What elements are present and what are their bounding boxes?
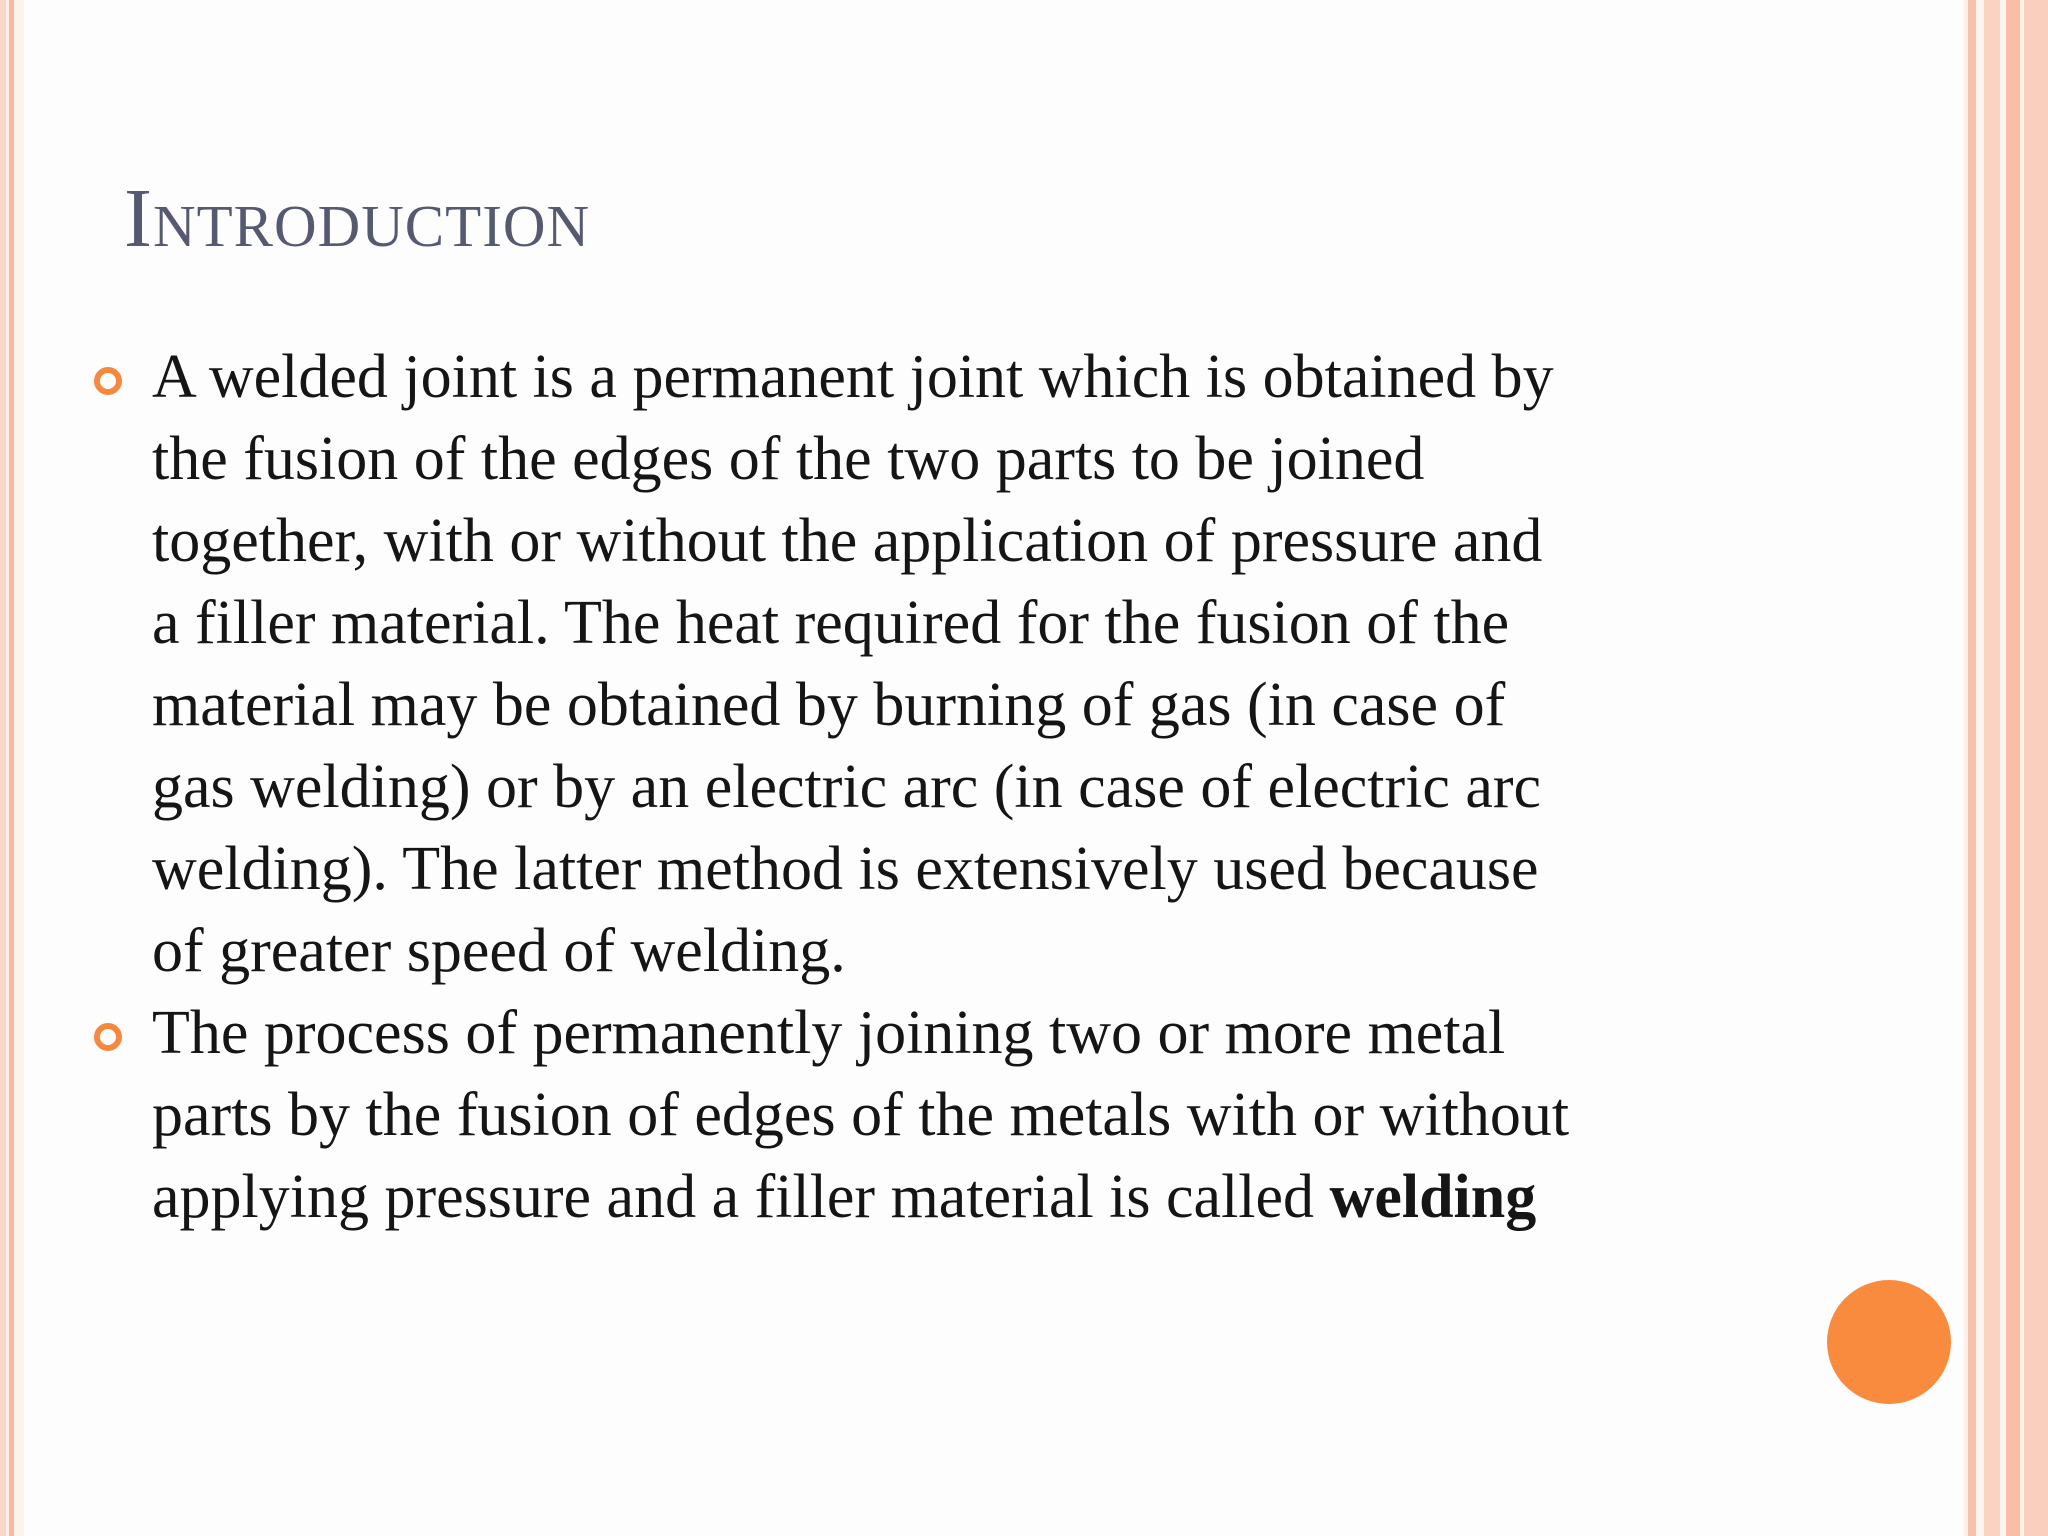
bullet-1-line: of greater speed of welding. — [152, 917, 846, 985]
slide-title: Introduction — [124, 172, 591, 265]
bullet-1-line: the fusion of the edges of the two parts to be joined — [152, 425, 1425, 493]
bullet-item-2 — [92, 992, 1962, 1238]
hollow-circle-bullet-icon — [94, 367, 122, 395]
bullet-2-last-line-text: applying pressure and a filler material is called — [152, 1163, 1330, 1231]
welding-bold-term: welding — [1329, 1163, 1537, 1231]
orange-circle-decoration — [1827, 1280, 1951, 1404]
right-border-decoration — [1964, 0, 2048, 1536]
bullet-1-line: welding). The latter method is extensively used because — [152, 835, 1539, 903]
bullet-1-line: gas welding) or by an electric arc (in case of electric arc — [152, 753, 1542, 821]
slide-body — [92, 336, 1962, 1238]
bullet-1-line: material may be obtained by burning of gas (in case of — [152, 671, 1506, 739]
bullet-2-line: parts by the fusion of edges of the metals with or without — [152, 1081, 1570, 1149]
bullet-1-line: a filler material. The heat required for the fusion of the — [152, 589, 1510, 657]
bullet-2-line: The process of permanently joining two or more metal — [152, 999, 1506, 1067]
bullet-item-1 — [92, 336, 1962, 992]
bullet-2-last-line — [152, 1156, 1962, 1238]
bullet-1-line: together, with or without the application of pressure and — [152, 507, 1543, 575]
bullet-1-line: A welded joint is a permanent joint which is obtained by — [152, 343, 1554, 411]
left-border-decoration — [0, 0, 24, 1536]
hollow-circle-bullet-icon — [94, 1023, 122, 1051]
